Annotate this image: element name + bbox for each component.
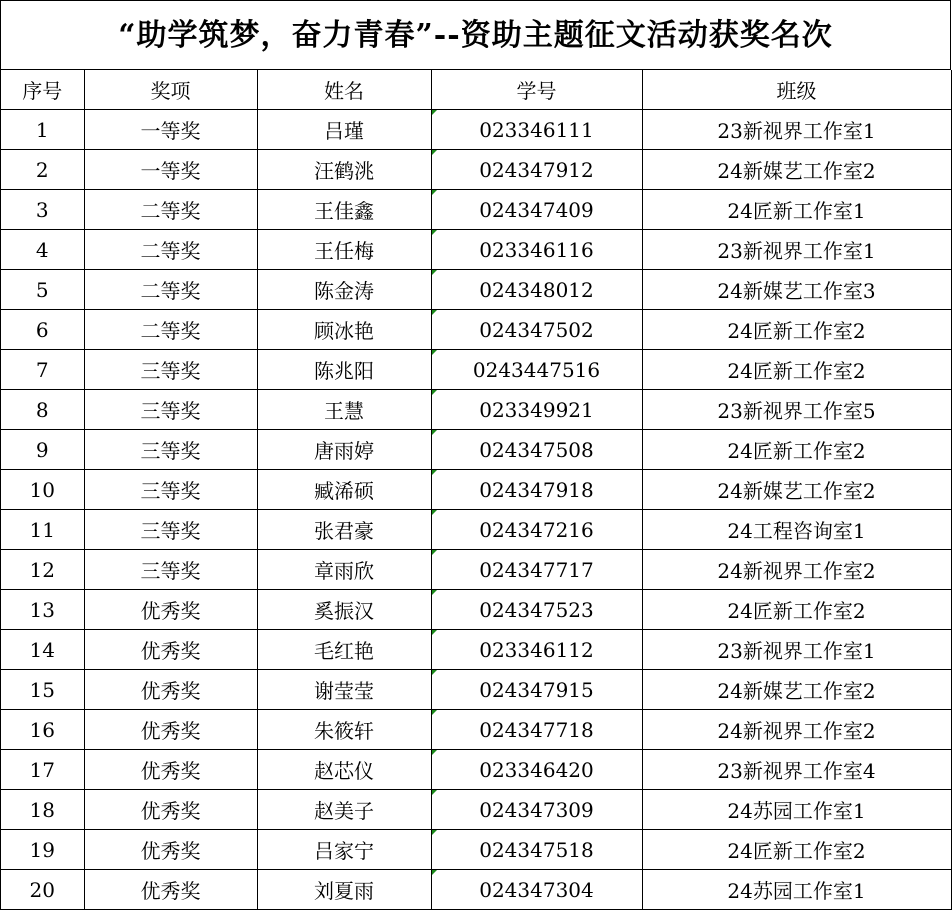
table-row bbox=[1, 550, 951, 590]
cell-student-id: 023349921 bbox=[431, 390, 642, 430]
cell-name: 奚振汉 bbox=[257, 590, 431, 630]
cell-no: 5 bbox=[1, 270, 84, 310]
table-row bbox=[1, 870, 951, 910]
cell-no: 6 bbox=[1, 310, 84, 350]
cell-class: 24苏园工作室1 bbox=[642, 790, 951, 830]
cell-no: 16 bbox=[1, 710, 84, 750]
cell-name: 顾冰艳 bbox=[257, 310, 431, 350]
sheet-title: “助学筑梦，奋力青春”--资助主题征文活动获奖名次 bbox=[1, 1, 951, 70]
cell-class: 24新媒艺工作室2 bbox=[642, 150, 951, 190]
cell-student-id: 024347717 bbox=[431, 550, 642, 590]
cell-class: 24匠新工作室2 bbox=[642, 310, 951, 350]
cell-award: 三等奖 bbox=[84, 430, 257, 470]
cell-name: 王佳鑫 bbox=[257, 190, 431, 230]
cell-student-id: 024347409 bbox=[431, 190, 642, 230]
cell-no: 20 bbox=[1, 870, 84, 910]
cell-award: 优秀奖 bbox=[84, 590, 257, 630]
cell-student-id: 024347309 bbox=[431, 790, 642, 830]
cell-student-id: 024347523 bbox=[431, 590, 642, 630]
cell-class: 24工程咨询室1 bbox=[642, 510, 951, 550]
cell-no: 11 bbox=[1, 510, 84, 550]
cell-award: 二等奖 bbox=[84, 230, 257, 270]
cell-name: 唐雨婷 bbox=[257, 430, 431, 470]
table-row bbox=[1, 310, 951, 350]
cell-student-id: 024347216 bbox=[431, 510, 642, 550]
award-table bbox=[1, 70, 952, 910]
cell-class: 24匠新工作室2 bbox=[642, 590, 951, 630]
table-row bbox=[1, 110, 951, 150]
table-row bbox=[1, 230, 951, 270]
cell-name: 陈兆阳 bbox=[257, 350, 431, 390]
cell-student-id: 023346420 bbox=[431, 750, 642, 790]
cell-award: 优秀奖 bbox=[84, 870, 257, 910]
header-name: 姓名 bbox=[257, 70, 431, 110]
cell-award: 二等奖 bbox=[84, 310, 257, 350]
cell-class: 23新视界工作室1 bbox=[642, 630, 951, 670]
cell-name: 吕家宁 bbox=[257, 830, 431, 870]
cell-class: 24新媒艺工作室3 bbox=[642, 270, 951, 310]
table-row bbox=[1, 470, 951, 510]
cell-class: 23新视界工作室4 bbox=[642, 750, 951, 790]
cell-name: 汪鹤洮 bbox=[257, 150, 431, 190]
cell-student-id: 024347918 bbox=[431, 470, 642, 510]
cell-class: 23新视界工作室1 bbox=[642, 110, 951, 150]
cell-student-id: 023346111 bbox=[431, 110, 642, 150]
cell-student-id: 0243447516 bbox=[431, 350, 642, 390]
cell-no: 8 bbox=[1, 390, 84, 430]
cell-no: 1 bbox=[1, 110, 84, 150]
cell-name: 张君豪 bbox=[257, 510, 431, 550]
header-row bbox=[1, 70, 951, 110]
cell-award: 二等奖 bbox=[84, 190, 257, 230]
table-row bbox=[1, 190, 951, 230]
cell-no: 13 bbox=[1, 590, 84, 630]
cell-name: 王任梅 bbox=[257, 230, 431, 270]
cell-award: 优秀奖 bbox=[84, 670, 257, 710]
cell-student-id: 024347304 bbox=[431, 870, 642, 910]
table-row bbox=[1, 150, 951, 190]
cell-student-id: 023346116 bbox=[431, 230, 642, 270]
cell-award: 一等奖 bbox=[84, 150, 257, 190]
cell-no: 15 bbox=[1, 670, 84, 710]
table-row bbox=[1, 710, 951, 750]
cell-award: 优秀奖 bbox=[84, 830, 257, 870]
cell-no: 14 bbox=[1, 630, 84, 670]
cell-no: 2 bbox=[1, 150, 84, 190]
cell-award: 三等奖 bbox=[84, 470, 257, 510]
table-row bbox=[1, 390, 951, 430]
cell-no: 17 bbox=[1, 750, 84, 790]
cell-class: 24匠新工作室2 bbox=[642, 350, 951, 390]
cell-award: 优秀奖 bbox=[84, 790, 257, 830]
cell-name: 章雨欣 bbox=[257, 550, 431, 590]
cell-name: 毛红艳 bbox=[257, 630, 431, 670]
cell-class: 24新视界工作室2 bbox=[642, 550, 951, 590]
cell-student-id: 024347508 bbox=[431, 430, 642, 470]
table-row bbox=[1, 790, 951, 830]
cell-student-id: 024348012 bbox=[431, 270, 642, 310]
header-student-id: 学号 bbox=[431, 70, 642, 110]
cell-no: 19 bbox=[1, 830, 84, 870]
cell-name: 谢莹莹 bbox=[257, 670, 431, 710]
cell-no: 10 bbox=[1, 470, 84, 510]
cell-award: 三等奖 bbox=[84, 390, 257, 430]
cell-name: 陈金涛 bbox=[257, 270, 431, 310]
cell-no: 12 bbox=[1, 550, 84, 590]
cell-no: 4 bbox=[1, 230, 84, 270]
cell-award: 三等奖 bbox=[84, 510, 257, 550]
header-class: 班级 bbox=[642, 70, 951, 110]
cell-award: 优秀奖 bbox=[84, 630, 257, 670]
cell-class: 24新媒艺工作室2 bbox=[642, 670, 951, 710]
cell-class: 24新媒艺工作室2 bbox=[642, 470, 951, 510]
cell-name: 刘夏雨 bbox=[257, 870, 431, 910]
table-row bbox=[1, 670, 951, 710]
header-award: 奖项 bbox=[84, 70, 257, 110]
table-row bbox=[1, 630, 951, 670]
cell-student-id: 024347718 bbox=[431, 710, 642, 750]
cell-student-id: 024347502 bbox=[431, 310, 642, 350]
cell-award: 优秀奖 bbox=[84, 710, 257, 750]
cell-class: 24匠新工作室2 bbox=[642, 430, 951, 470]
cell-class: 24匠新工作室2 bbox=[642, 830, 951, 870]
cell-name: 吕瑾 bbox=[257, 110, 431, 150]
cell-name: 臧浠硕 bbox=[257, 470, 431, 510]
cell-no: 3 bbox=[1, 190, 84, 230]
cell-award: 优秀奖 bbox=[84, 750, 257, 790]
cell-class: 23新视界工作室1 bbox=[642, 230, 951, 270]
cell-class: 24匠新工作室1 bbox=[642, 190, 951, 230]
cell-no: 7 bbox=[1, 350, 84, 390]
table-row bbox=[1, 750, 951, 790]
cell-no: 18 bbox=[1, 790, 84, 830]
cell-name: 朱筱轩 bbox=[257, 710, 431, 750]
cell-student-id: 024347518 bbox=[431, 830, 642, 870]
header-no: 序号 bbox=[1, 70, 84, 110]
cell-student-id: 023346112 bbox=[431, 630, 642, 670]
cell-name: 赵美子 bbox=[257, 790, 431, 830]
cell-student-id: 024347912 bbox=[431, 150, 642, 190]
cell-award: 三等奖 bbox=[84, 350, 257, 390]
cell-class: 24苏园工作室1 bbox=[642, 870, 951, 910]
cell-name: 王慧 bbox=[257, 390, 431, 430]
cell-class: 23新视界工作室5 bbox=[642, 390, 951, 430]
table-row bbox=[1, 830, 951, 870]
table-row bbox=[1, 350, 951, 390]
table-row bbox=[1, 510, 951, 550]
table-row bbox=[1, 270, 951, 310]
cell-class: 24新视界工作室2 bbox=[642, 710, 951, 750]
table-row bbox=[1, 590, 951, 630]
cell-award: 二等奖 bbox=[84, 270, 257, 310]
cell-name: 赵芯仪 bbox=[257, 750, 431, 790]
cell-award: 一等奖 bbox=[84, 110, 257, 150]
table-row bbox=[1, 430, 951, 470]
cell-no: 9 bbox=[1, 430, 84, 470]
cell-award: 三等奖 bbox=[84, 550, 257, 590]
cell-student-id: 024347915 bbox=[431, 670, 642, 710]
